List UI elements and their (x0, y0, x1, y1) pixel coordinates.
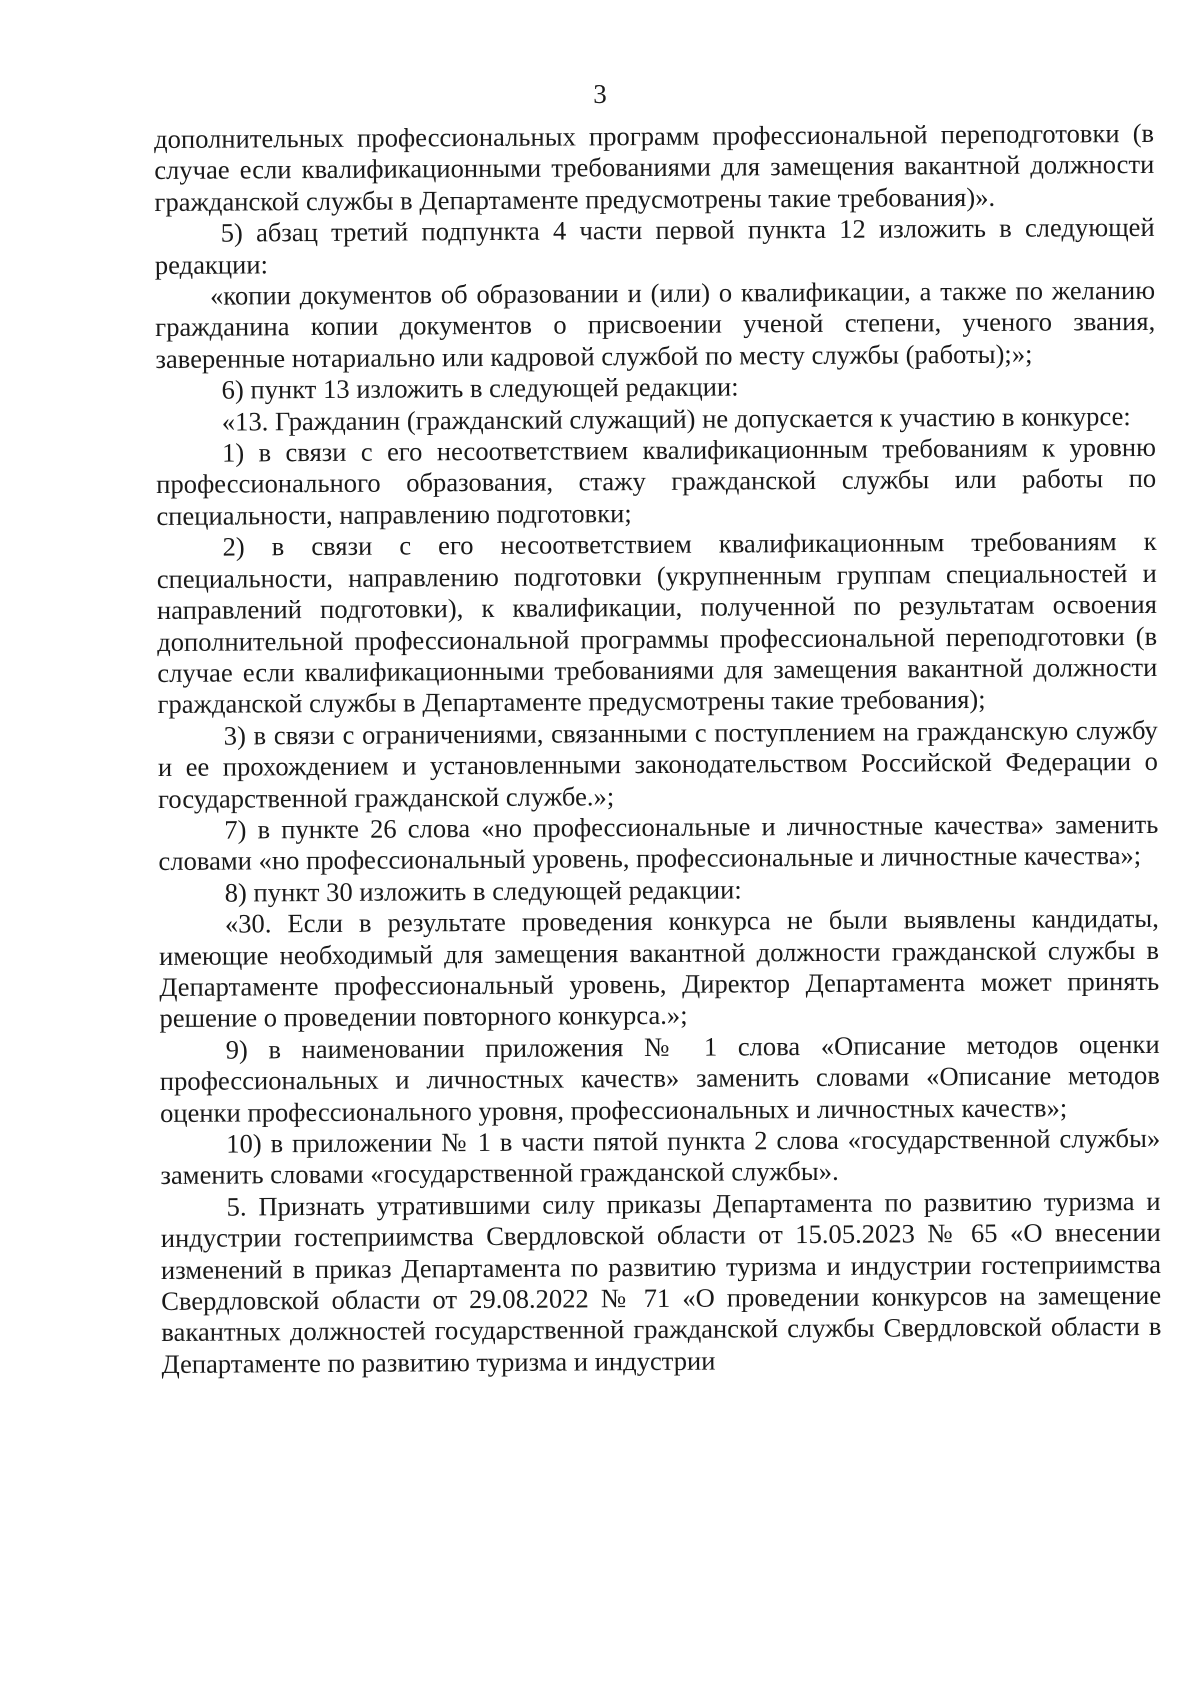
paragraph: 9) в наименовании приложения № 1 слова «Описание методов оценки профессиональных и личностных качеств» заменить словами «Описание методов оценки профессионального уровня, профессиональных и личностных качеств»; (159, 1028, 1160, 1128)
paragraph: 7) в пункте 26 слова «но профессиональные и личностные качества» заменить словами «но профессиональный уровень, профессиональные и личностные качества»; (158, 808, 1159, 877)
paragraph: 10) в приложении № 1 в части пятой пункта 2 слова «государственной службы» заменить словами «государственной гражданской службы». (160, 1122, 1161, 1191)
paragraph: дополнительных профессиональных программ профессиональной переподготовки (в случае если квалификационными требованиями для замещения вакантной должности гражданской службы в Департаменте предусмотрены такие требования)». (154, 117, 1155, 217)
document-body (154, 118, 1162, 1380)
paragraph: 2) в связи с его несоответствием квалификационным требованиям к специальности, направлению подготовки (укрупненным группам специальностей и направлений подготовки), к квалификации, полученной по результатам освоения дополнительной профессиональной программы профессиональной переподготовки (в случае если квалификационными требованиями для замещения вакантной должности гражданской службы в Департаменте предусмотрены такие требования); (156, 526, 1158, 720)
paragraph: «13. Гражданин (гражданский служащий) не допускается к участию в конкурсе: (221, 400, 1131, 437)
paragraph: «копии документов об образовании и (или) о квалификации, а также по желанию гражданина копии документов о присвоении ученой степени, ученого звания, заверенные нотариально или кадровой службой по месту службы (работы);»; (155, 274, 1156, 374)
paragraph: 6) пункт 13 изложить в следующей редакции: (221, 371, 739, 405)
paragraph: «30. Если в результате проведения конкурса не были выявлены кандидаты, имеющие необходимый для замещения вакантной должности гражданской службы в Департаменте профессиональный уровень, Директор Департамента может принять решение о проведении повторного конкурса.»; (158, 903, 1160, 1034)
paragraph: 5) абзац третий подпункта 4 части первой пункта 12 изложить в следующей редакции: (154, 212, 1155, 280)
paragraph: 8) пункт 30 изложить в следующей редакции: (224, 874, 742, 908)
page-number: 3 (593, 79, 607, 109)
paragraph: 5. Признать утратившими силу приказы Департамента по развитию туризма и индустрии гостеприимства Свердловской области от 15.05.2023 № 65 «О внесении изменений в приказ Департамента по развитию туризма и индустрии гостеприимства Свердловской области от 29.08.2022 № 71 «О проведении конкурсов на замещение вакантных должностей государственной гражданской службы Свердловской области в Департаменте по развитию туризма и индустрии (160, 1185, 1162, 1379)
paragraph: 3) в связи с ограничениями, связанными с поступлением на гражданскую службу и ее прохождением и установленными законодательством Российской Федерации о государственной гражданской службе.»; (157, 714, 1159, 814)
paragraph: 1) в связи с его несоответствием квалификационным требованиям к уровню профессионального образования, стажу гражданской службы или работы по специальности, направлению подготовки; (156, 431, 1157, 531)
